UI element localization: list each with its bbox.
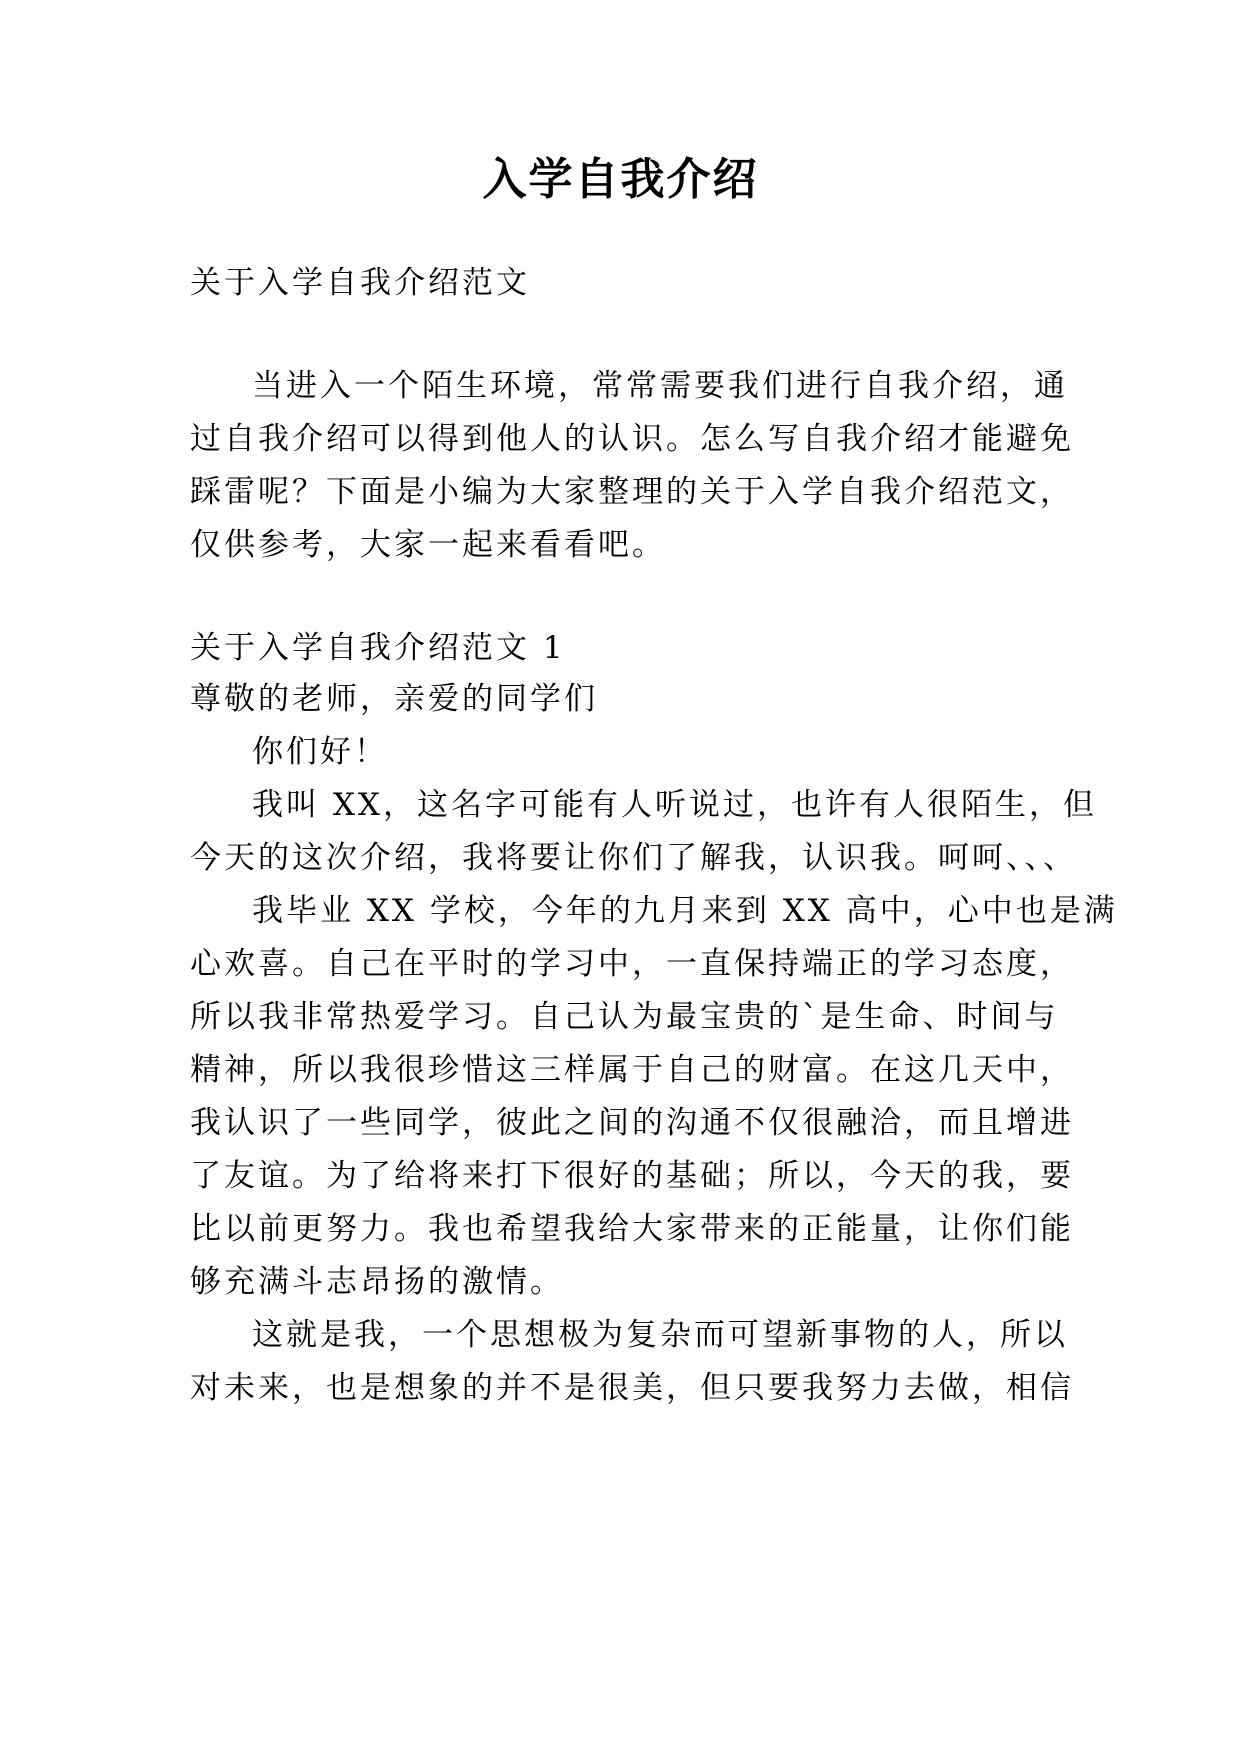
section-heading: 关于入学自我介绍范文 1 <box>190 630 566 666</box>
document-title: 入学自我介绍 <box>482 154 759 205</box>
salutation: 尊敬的老师，亲爱的同学们 <box>190 681 598 717</box>
document-subtitle: 关于入学自我介绍范文 <box>190 265 530 301</box>
paragraph-line: 我认识了一些同学，彼此之间的沟通不仅很融洽，而且增进 <box>190 1105 1074 1141</box>
paragraph-line: 我叫 XX，这名字可能有人听说过，也许有人很陌生，但 <box>252 787 1097 823</box>
paragraph-line: 了友谊。为了给将来打下很好的基础；所以，今天的我，要 <box>190 1158 1074 1194</box>
paragraph-line: 对未来，也是想象的并不是很美，但只要我努力去做，相信 <box>190 1370 1074 1406</box>
intro-line: 仅供参考，大家一起来看看吧。 <box>190 527 666 563</box>
paragraph-line: 我毕业 XX 学校，今年的九月来到 XX 高中，心中也是满 <box>252 893 1118 929</box>
paragraph-line: 今天的这次介绍，我将要让你们了解我，认识我。呵呵、、、 <box>190 840 1077 876</box>
paragraph-line: 心欢喜。自己在平时的学习中，一直保持端正的学习态度， <box>190 946 1074 982</box>
intro-line: 过自我介绍可以得到他人的认识。怎么写自我介绍才能避免 <box>190 421 1074 457</box>
paragraph-line: 比以前更努力。我也希望我给大家带来的正能量，让你们能 <box>190 1211 1074 1247</box>
intro-line: 踩雷呢？下面是小编为大家整理的关于入学自我介绍范文， <box>190 474 1074 510</box>
paragraph-line: 这就是我，一个思想极为复杂而可望新事物的人，所以 <box>252 1317 1068 1353</box>
greeting: 你们好！ <box>252 734 388 770</box>
paragraph-line: 够充满斗志昂扬的激情。 <box>190 1264 564 1300</box>
paragraph-line: 精神，所以我很珍惜这三样属于自己的财富。在这几天中， <box>190 1052 1074 1088</box>
paragraph-line: 所以我非常热爱学习。自己认为最宝贵的`是生命、时间与 <box>190 999 1059 1035</box>
intro-line: 当进入一个陌生环境，常常需要我们进行自我介绍，通 <box>252 368 1068 404</box>
